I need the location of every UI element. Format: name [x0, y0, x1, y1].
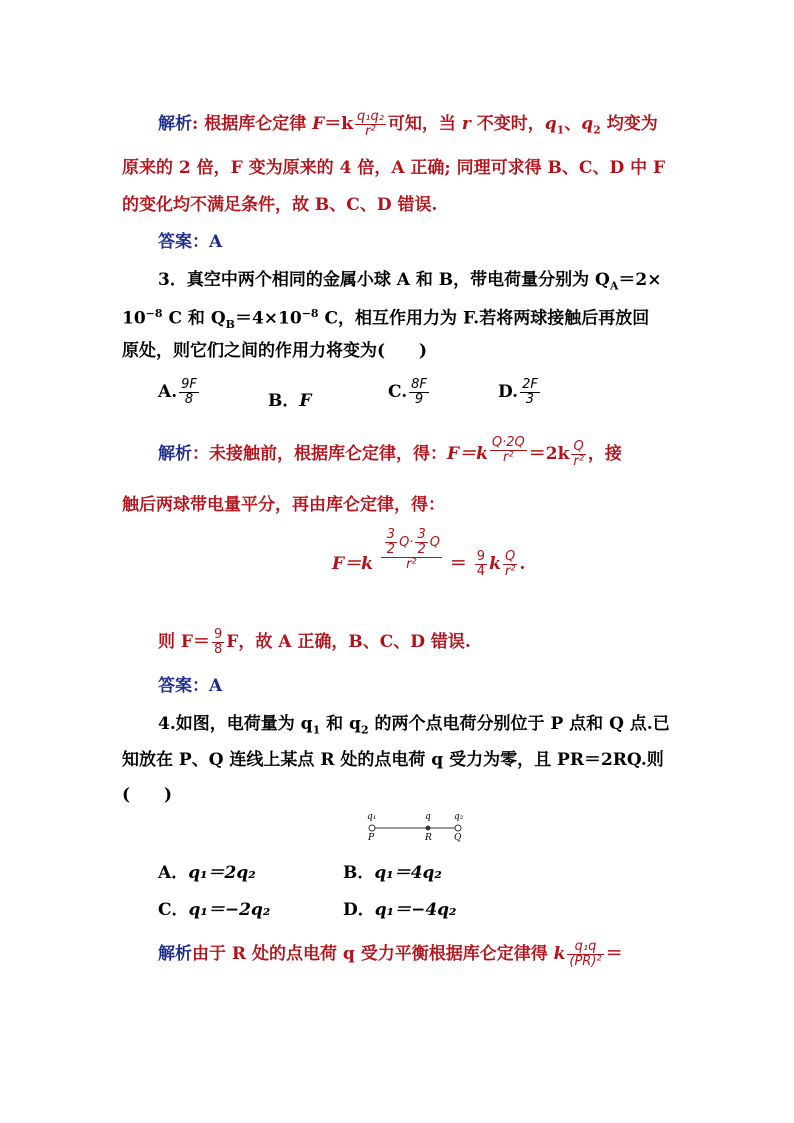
label-R: R — [425, 833, 432, 843]
label-q1: q₁ — [367, 812, 377, 822]
option-4b: B．q₁＝4q₂ — [343, 863, 442, 883]
charge-diagram — [365, 812, 465, 847]
question-4-line-3: ( ) — [122, 785, 173, 805]
question-3-line-2: $10^{-8}$ C 和 $Q_B=4\times 10^{-8}$ C，相互作用力为 F.若将两球接触后再放回 — [122, 307, 650, 332]
coulomb-fraction: $\frac{\text{q₁q₂}}{\text{r²}}$ — [356, 109, 384, 139]
question-4-line-2: 知放在 P、Q 连线上某点 R 处的点电荷 q 受力为零，且 PR＝2RQ.则 — [122, 750, 664, 770]
option-3a: A. $\frac{9F}{8}$ — [158, 377, 197, 407]
analysis-1-line-3: 的变化均不满足条件，故 B、C、D 错误. — [122, 195, 438, 215]
label-q2: q₂ — [454, 812, 464, 822]
analysis-3-line-1: 解析：未接触前，根据库仑定律，得：F＝k $\frac{Q\cdot 2Q}{\text{r²}}$ ＝2k $\frac{Q}{\text{r²}}$ ，接 — [158, 435, 622, 469]
point-r — [426, 826, 431, 831]
option-4a: A．q₁＝2q₂ — [158, 863, 256, 883]
analysis-label: 解析 — [158, 114, 192, 134]
analysis-3-equation: F＝k $\frac{3}{2}$ Q· $\frac{3}{2}$ Q r² ＝ $\frac{9}{4}$ k $\frac{Q}{\text{r²}}$ . — [332, 527, 526, 579]
answer-1: 答案：A — [158, 232, 223, 252]
question-3-line-3: 原处，则它们之间的作用力将变为( ) — [122, 341, 428, 361]
analysis-3-line-2: 触后两球带电量平分，再由库仑定律，得： — [122, 495, 445, 515]
analysis-4-line-1: 解析由于 R 处的点电荷 q 受力平衡根据库仑定律得 k $\frac{\text{q₁q}}{\text{(PR)²}}$ ＝ — [158, 939, 623, 969]
charge-line — [365, 812, 465, 847]
label-P: P — [368, 833, 375, 843]
analysis-1-line-1: 解析: 根据库仑定律 F＝k $\frac{\text{q₁q₂}}{\text{r²}}$ 可知，当 r 不变时，$q_1$、$q_2$ 均变为 — [158, 109, 658, 139]
label-q: q — [425, 812, 431, 822]
option-4d: D．q₁＝−4q₂ — [343, 900, 457, 920]
answer-3: 答案：A — [158, 676, 223, 696]
label-Q: Q — [454, 833, 462, 843]
question-3-line-1: 3．真空中两个相同的金属小球 A 和 B，带电荷量分别为 $Q_A=2\times$ — [158, 270, 662, 293]
option-3b: B．F — [268, 391, 312, 411]
option-3c: C. $\frac{8F}{9}$ — [388, 377, 427, 407]
option-3d: D. $\frac{2F}{3}$ — [498, 377, 538, 407]
analysis-1-line-2: 原来的 2 倍，F 变为原来的 4 倍，A 正确; 同理可求得 B、C、D 中 F — [122, 158, 666, 178]
analysis-3-conclusion: 则 F＝ $\frac{9}{8}$ F，故 A 正确，B、C、D 错误. — [158, 627, 471, 657]
question-4-line-1: 4.如图，电荷量为 $q_1$ 和 $q_2$ 的两个点电荷分别位于 P 点和 Q 点.已 — [158, 714, 670, 737]
point-p — [369, 825, 375, 831]
point-q — [455, 825, 461, 831]
option-4c: C．q₁＝−2q₂ — [158, 900, 271, 920]
